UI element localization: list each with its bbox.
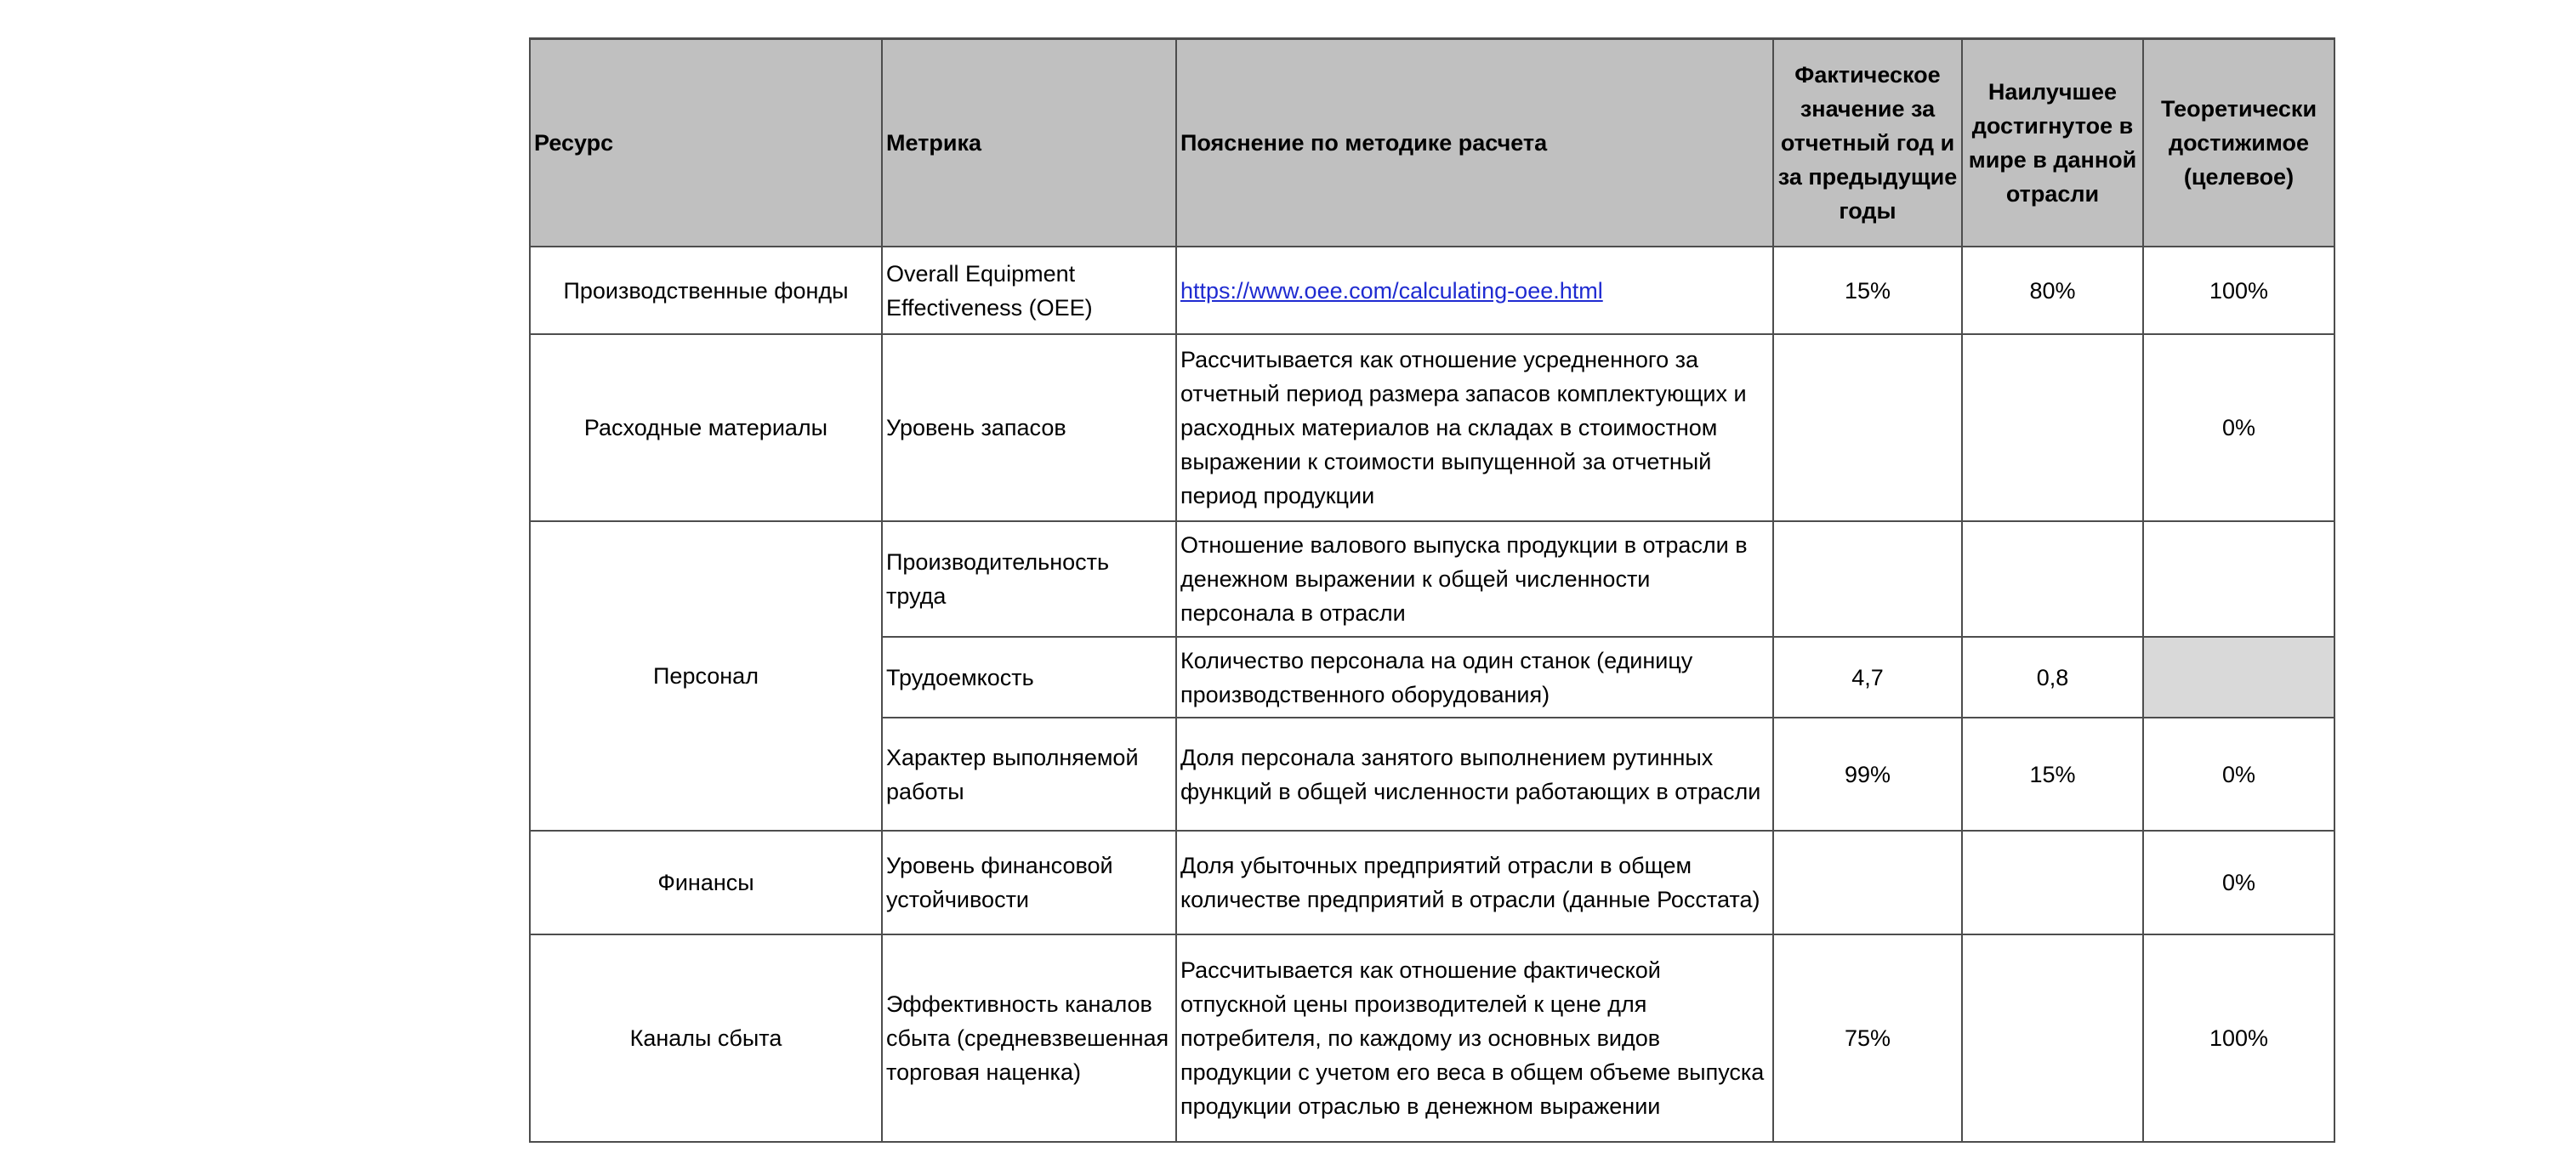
resource-cell: Расходные материалы <box>530 334 882 521</box>
oee-link[interactable]: https://www.oee.com/calculating-oee.html <box>1180 277 1603 304</box>
actual-cell: 4,7 <box>1773 637 1962 718</box>
actual-cell: 99% <box>1773 718 1962 831</box>
target-cell <box>2143 521 2334 637</box>
header-method: Пояснение по методике расчета <box>1176 39 1773 247</box>
header-target: Теоретически достижимое (целевое) <box>2143 39 2334 247</box>
metric-cell: Уровень запасов <box>882 334 1176 521</box>
best-cell: 15% <box>1962 718 2143 831</box>
actual-cell <box>1773 831 1962 934</box>
target-cell: 0% <box>2143 718 2334 831</box>
header-row <box>530 39 2334 247</box>
metric-cell: Характер выполняемой работы <box>882 718 1176 831</box>
table-row <box>530 934 2334 1142</box>
best-cell: 80% <box>1962 247 2143 334</box>
method-cell: Доля персонала занятого выполнением рутинных функций в общей численности работающих в отрасли <box>1176 718 1773 831</box>
target-cell: 0% <box>2143 831 2334 934</box>
method-cell: Рассчитывается как отношение усредненного за отчетный период размера запасов комплектующих и расходных материалов на складах в стоимостном выражении к стоимости выпущенной за отчетный период продукции <box>1176 334 1773 521</box>
table-row <box>530 247 2334 334</box>
metric-cell: Трудоемкость <box>882 637 1176 718</box>
metric-cell: Производительность труда <box>882 521 1176 637</box>
header-best: Наилучшее достигнутое в мире в данной отрасли <box>1962 39 2143 247</box>
method-cell: Доля убыточных предприятий отрасли в общем количестве предприятий в отрасли (данные Росстата) <box>1176 831 1773 934</box>
actual-cell: 75% <box>1773 934 1962 1142</box>
best-cell <box>1962 831 2143 934</box>
resource-cell: Производственные фонды <box>530 247 882 334</box>
header-resource: Ресурс <box>530 39 882 247</box>
target-cell: 100% <box>2143 934 2334 1142</box>
header-metric: Метрика <box>882 39 1176 247</box>
table-row <box>530 521 2334 637</box>
target-cell: 100% <box>2143 247 2334 334</box>
actual-cell <box>1773 521 1962 637</box>
table-row <box>530 334 2334 521</box>
resource-cell: Персонал <box>530 521 882 831</box>
best-cell <box>1962 521 2143 637</box>
metrics-table <box>529 37 2335 1143</box>
method-cell <box>1176 247 1773 334</box>
metric-cell: Уровень финансовой устойчивости <box>882 831 1176 934</box>
target-cell <box>2143 637 2334 718</box>
actual-cell: 15% <box>1773 247 1962 334</box>
method-cell: Количество персонала на один станок (единицу производственного оборудования) <box>1176 637 1773 718</box>
header-actual: Фактическое значение за отчетный год и за предыдущие годы <box>1773 39 1962 247</box>
actual-cell <box>1773 334 1962 521</box>
table-row <box>530 831 2334 934</box>
method-cell: Рассчитывается как отношение фактической отпускной цены производителей к цене для потребителя, по каждому из основных видов продукции с учетом его веса в общем объеме выпуска продукции отраслью в денежном выражении <box>1176 934 1773 1142</box>
best-cell: 0,8 <box>1962 637 2143 718</box>
method-cell: Отношение валового выпуска продукции в отрасли в денежном выражении к общей численности персонала в отрасли <box>1176 521 1773 637</box>
metric-cell: Overall Equipment Effectiveness (OEE) <box>882 247 1176 334</box>
best-cell <box>1962 334 2143 521</box>
resource-cell: Финансы <box>530 831 882 934</box>
resource-cell: Каналы сбыта <box>530 934 882 1142</box>
metric-cell: Эффективность каналов сбыта (средневзвешенная торговая наценка) <box>882 934 1176 1142</box>
target-cell: 0% <box>2143 334 2334 521</box>
best-cell <box>1962 934 2143 1142</box>
